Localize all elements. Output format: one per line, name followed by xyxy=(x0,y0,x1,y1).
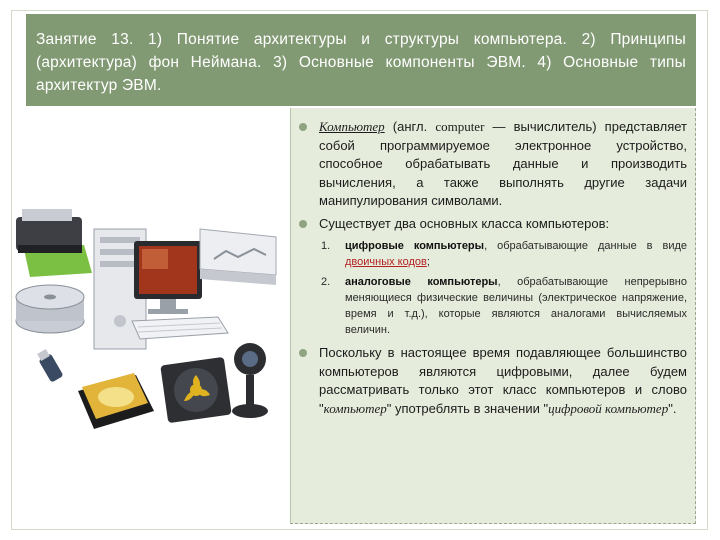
text-segment: , обрабатывающие непрерывно меняющиеся физические величины (электрическое напряжение, время и т.д.), которые являются аналогами вычисляемых величин. xyxy=(345,276,687,336)
cooler-fan-icon xyxy=(160,357,231,423)
word-digital-computer: цифровой компьютер xyxy=(548,400,669,416)
list-item-analog xyxy=(321,274,687,338)
binary-codes-link[interactable]: двоичных кодов xyxy=(345,256,427,268)
text-segment: (англ. xyxy=(384,119,436,134)
word-computer: компьютер xyxy=(323,400,387,416)
bullet-computer-classes xyxy=(301,215,687,234)
text-segment: Поскольку в настоящее время подавляющее большинство компьютеров являются цифровыми, далее будем рассматривать только этот класс компьютеров и слово " xyxy=(319,345,687,416)
text-segment: — вычислитель) xyxy=(484,119,605,134)
dvd-cases-icon xyxy=(78,373,154,429)
text-segment: представляет собой программируемое электронное устройство, способное обрабатывать данные и производить вычисления, а также выполнять другие задачи манипулирования символами. xyxy=(319,119,687,208)
term-computer: Компьютер xyxy=(319,119,385,134)
bullet-computer-definition xyxy=(301,118,687,211)
bullet-marker xyxy=(299,220,307,228)
text-segment: , обрабатывающие данные в виде xyxy=(484,240,688,252)
keyboard-icon xyxy=(132,317,228,339)
term-analog: аналоговые компьютеры xyxy=(345,276,498,288)
title-bar xyxy=(26,14,696,106)
scanner-icon xyxy=(200,229,276,285)
text-segment: ; xyxy=(426,256,430,268)
text-segment: " употреблять в значении " xyxy=(386,400,549,416)
bullet-digital-focus xyxy=(301,344,687,418)
term-digital: цифровые компьютеры xyxy=(345,240,485,252)
usb-drive-icon xyxy=(37,349,63,383)
text-segment: ". xyxy=(668,400,677,416)
english-word: computer xyxy=(435,119,485,134)
computer-hardware-illustration xyxy=(14,205,284,440)
list-item-digital xyxy=(321,238,687,270)
bullet-marker xyxy=(299,123,307,131)
list-number: 1. xyxy=(321,240,331,252)
slide-title: Занятие 13. 1) Понятие архитектуры и структуры компьютера. 2) Принципы (архитектура) фон Неймана. 3) Основные компоненты ЭВМ. 4) Основные типы архитектур ЭВМ. xyxy=(36,31,686,94)
bullet-marker xyxy=(299,349,307,357)
cd-stack-icon xyxy=(16,285,84,333)
classes-intro: Существует два основных класса компьютеров: xyxy=(319,216,610,231)
printer-icon xyxy=(16,209,92,277)
webcam-icon xyxy=(232,343,268,418)
content-panel xyxy=(290,108,696,524)
list-number: 2. xyxy=(321,276,331,288)
